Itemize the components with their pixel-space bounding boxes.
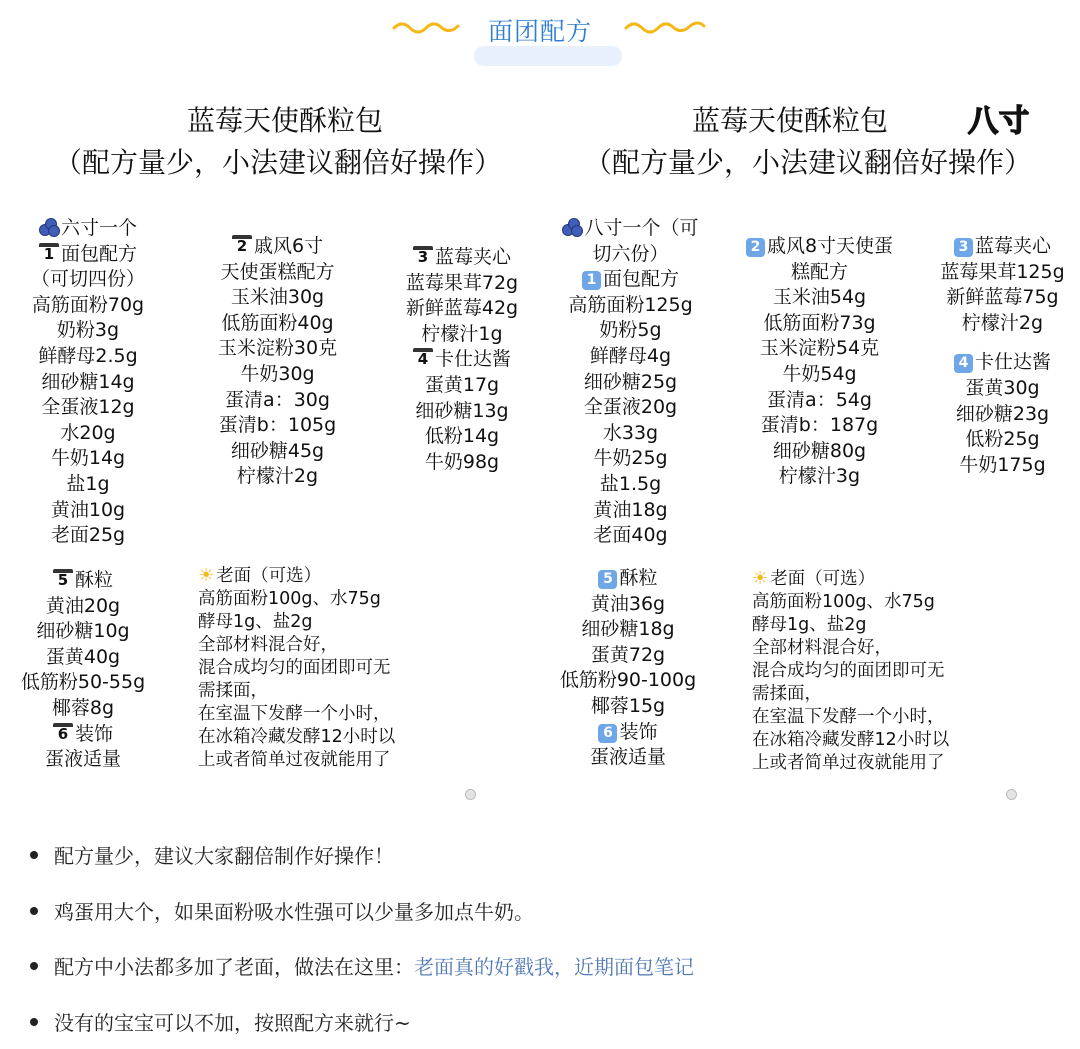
blueberry-icon xyxy=(39,218,59,236)
bread-subhead: 1 面包配方 xyxy=(18,242,158,268)
left-chiffon-column xyxy=(200,234,355,490)
ingredient: 椰蓉8g xyxy=(51,696,115,719)
bullet-dot-icon xyxy=(30,851,38,859)
ingredient: 鲜酵母4g xyxy=(589,344,672,367)
laomian-line: 高筋面粉100g、水75g xyxy=(198,589,381,609)
laomian-line: 在冰箱冷藏发酵12小时以 xyxy=(198,727,396,747)
ingredient: 细砂糖80g xyxy=(772,439,867,462)
filling-head: 3 蓝莓夹心 xyxy=(930,234,1075,260)
ingredient: 细砂糖45g xyxy=(230,439,325,462)
ingredient: 牛奶54g xyxy=(782,362,857,385)
ingredient: 全蛋液20g xyxy=(583,396,678,419)
laomian-line: 在冰箱冷藏发酵12小时以 xyxy=(752,730,950,750)
ingredient: 水33g xyxy=(602,421,659,444)
left-card-title-line1: 蓝莓天使酥粒包 xyxy=(186,104,383,137)
laomian-line: 酵母1g、盐2g xyxy=(752,615,867,635)
right-chiffon-column xyxy=(737,234,902,490)
ingredient: 蛋黄72g xyxy=(590,643,666,666)
ingredient: 椰蓉15g xyxy=(590,694,666,717)
bread-note: 切六份） xyxy=(592,242,669,265)
ingredient: 蛋黄40g xyxy=(45,645,121,668)
ingredient: 盐1.5g xyxy=(599,472,662,495)
spacer xyxy=(930,336,1075,350)
keycap-3-icon: 3 xyxy=(954,238,973,257)
ingredient: 新鲜蓝莓75g xyxy=(946,286,1059,309)
bread-subhead: 1 面包配方 xyxy=(553,267,708,293)
ingredient: 牛奶98g xyxy=(424,450,500,473)
laomian-note-link[interactable]: 老面真的好戳我，近期面包笔记 xyxy=(414,955,694,979)
bullet-dot-icon xyxy=(30,1018,38,1026)
bread-note: （可切四份） xyxy=(30,268,145,291)
ingredient: 高筋面粉125g xyxy=(568,293,693,316)
ingredient: 蛋黄30g xyxy=(965,376,1040,399)
right-card-title-line1: 蓝莓天使酥粒包 xyxy=(691,104,888,137)
ingredient: 奶粉3g xyxy=(56,319,120,342)
laomian-line: 需揉面， xyxy=(752,684,822,704)
ingredient: 牛奶30g xyxy=(240,362,315,385)
left-card-title xyxy=(55,100,515,184)
ingredient: 老面25g xyxy=(50,524,126,547)
chiffon-head: 2 戚风8寸天使蛋 xyxy=(737,234,902,260)
ingredient: 牛奶25g xyxy=(593,447,668,470)
ingredient: 低筋粉90-100g xyxy=(559,669,697,692)
bread-head: 八寸一个（可 xyxy=(553,216,708,242)
ingredient: 蛋清a：30g xyxy=(225,388,330,411)
keycap-4-icon: 4 xyxy=(954,354,973,373)
laomian-line: 混合成均匀的面团即可无 xyxy=(752,661,945,681)
ingredient: 黄油18g xyxy=(593,498,668,521)
keycap-3-icon: 3 xyxy=(413,246,433,264)
ingredient: 低筋面粉40g xyxy=(221,311,334,334)
ingredient: 新鲜蓝莓42g xyxy=(405,297,519,320)
laomian-line: 需揉面， xyxy=(198,681,268,701)
laomian-head: ☀ 老面（可选） xyxy=(198,565,322,586)
list-item: 没有的宝宝可以不加，按照配方来就行~ xyxy=(30,1007,411,1036)
ingredient: 蛋液适量 xyxy=(44,748,121,771)
ingredient: 细砂糖25g xyxy=(583,370,678,393)
ingredient: 细砂糖14g xyxy=(41,370,135,393)
keycap-5-icon: 5 xyxy=(598,570,617,589)
bullet-dot-icon xyxy=(30,907,38,915)
right-crumble-column xyxy=(548,566,708,771)
laomian-line: 全部材料混合好， xyxy=(198,635,338,655)
ingredient: 老面40g xyxy=(593,524,668,547)
custard-head: 4 卡仕达酱 xyxy=(392,347,532,373)
ingredient: 黄油20g xyxy=(45,594,121,617)
ingredient: 牛奶14g xyxy=(50,447,126,470)
ingredient: 鲜酵母2.5g xyxy=(38,344,138,367)
ingredient: 蛋清b：105g xyxy=(218,414,337,437)
ingredient: 水20g xyxy=(60,421,116,444)
right-bread-column xyxy=(553,216,708,549)
wave-ornament-right-icon xyxy=(624,16,708,40)
header-pill xyxy=(474,46,622,66)
ingredient: 蓝莓果茸72g xyxy=(405,271,519,294)
chiffon-head: 2 戚风6寸 xyxy=(200,234,355,260)
keycap-6-icon: 6 xyxy=(598,724,617,743)
chiffon-subhead: 天使蛋糕配方 xyxy=(220,260,335,283)
sun-icon: ☀ xyxy=(752,568,769,589)
ingredient: 柠檬汁2g xyxy=(961,311,1044,334)
laomian-line: 在室温下发酵一个小时， xyxy=(752,707,945,727)
ingredient: 低粉14g xyxy=(424,425,500,448)
right-filling-column xyxy=(930,234,1075,478)
ingredient: 高筋面粉70g xyxy=(31,293,145,316)
ingredient: 细砂糖13g xyxy=(415,399,509,422)
ingredient: 低筋粉50-55g xyxy=(20,671,146,694)
keycap-2-icon: 2 xyxy=(746,238,765,257)
ingredient: 黄油36g xyxy=(590,592,666,615)
ingredient: 细砂糖10g xyxy=(36,620,130,643)
section-title: 面团配方 xyxy=(487,17,592,46)
sun-icon: ☀ xyxy=(198,565,215,586)
ingredient: 细砂糖23g xyxy=(955,402,1050,425)
laomian-line: 全部材料混合好， xyxy=(752,638,892,658)
right-laomian-block xyxy=(752,567,992,775)
size-badge: 八寸 xyxy=(968,104,1030,139)
custard-head: 4 卡仕达酱 xyxy=(930,350,1075,376)
ingredient: 玉米油54g xyxy=(772,286,867,309)
ingredient: 蛋液适量 xyxy=(589,746,666,769)
list-item: 鸡蛋用大个，如果面粉吸水性强可以少量多加点牛奶。 xyxy=(30,896,534,925)
bullet-dot-icon xyxy=(30,962,38,970)
ingredient: 玉米淀粉54克 xyxy=(759,337,880,360)
decoration-head: 6 装饰 xyxy=(548,720,708,746)
right-card-title-line2: （配方量少，小法建议翻倍好操作） xyxy=(583,146,1032,179)
chiffon-subhead: 糕配方 xyxy=(790,260,848,283)
ingredient: 盐1g xyxy=(66,472,110,495)
ingredient: 牛奶175g xyxy=(959,453,1046,476)
left-filling-column xyxy=(392,245,532,475)
laomian-line: 在室温下发酵一个小时， xyxy=(198,704,391,724)
laomian-head: ☀ 老面（可选） xyxy=(752,568,876,589)
keycap-2-icon: 2 xyxy=(232,235,252,253)
ingredient: 蛋清b：187g xyxy=(760,414,879,437)
filling-head: 3 蓝莓夹心 xyxy=(392,245,532,271)
left-bread-column xyxy=(18,216,158,549)
ingredient: 蛋黄17g xyxy=(424,373,500,396)
ingredient: 奶粉5g xyxy=(599,319,662,342)
ingredient: 细砂糖18g xyxy=(581,618,675,641)
keycap-5-icon: 5 xyxy=(53,569,73,587)
ingredient: 黄油10g xyxy=(50,498,126,521)
left-crumble-column xyxy=(10,568,156,773)
watermark-dot-icon xyxy=(465,789,476,800)
laomian-line: 酵母1g、盐2g xyxy=(198,612,313,632)
laomian-line: 混合成均匀的面团即可无 xyxy=(198,658,391,678)
ingredient: 低粉25g xyxy=(965,428,1040,451)
keycap-1-icon: 1 xyxy=(582,271,601,290)
laomian-line: 高筋面粉100g、水75g xyxy=(752,592,935,612)
laomian-line: 上或者简单过夜就能用了 xyxy=(752,753,945,773)
ingredient: 柠檬汁3g xyxy=(778,465,861,488)
keycap-1-icon: 1 xyxy=(39,243,59,261)
ingredient: 玉米淀粉30克 xyxy=(217,337,338,360)
section-header xyxy=(0,0,1080,70)
keycap-4-icon: 4 xyxy=(413,348,433,366)
list-item: 配方中小法都多加了老面，做法在这里：老面真的好戳我，近期面包笔记 xyxy=(30,951,694,980)
decoration-head: 6 装饰 xyxy=(10,722,156,748)
ingredient: 全蛋液12g xyxy=(41,396,135,419)
crumble-head: 5 酥粒 xyxy=(548,566,708,592)
left-card-title-line2: （配方量少，小法建议翻倍好操作） xyxy=(53,146,502,179)
watermark-dot-icon xyxy=(1006,789,1017,800)
list-item: 配方量少，建议大家翻倍制作好操作！ xyxy=(30,840,394,869)
bread-head: 六寸一个 xyxy=(18,216,158,242)
ingredient: 柠檬汁2g xyxy=(236,465,319,488)
keycap-6-icon: 6 xyxy=(53,723,73,741)
crumble-head: 5 酥粒 xyxy=(10,568,156,594)
ingredient: 蓝莓果茸125g xyxy=(940,260,1065,283)
ingredient: 低筋面粉73g xyxy=(763,311,876,334)
ingredient: 蛋清a：54g xyxy=(767,388,872,411)
ingredient: 柠檬汁1g xyxy=(421,322,503,345)
ingredient: 玉米油30g xyxy=(230,286,325,309)
left-laomian-block xyxy=(198,564,438,772)
laomian-line: 上或者简单过夜就能用了 xyxy=(198,750,391,770)
blueberry-icon xyxy=(562,218,582,236)
